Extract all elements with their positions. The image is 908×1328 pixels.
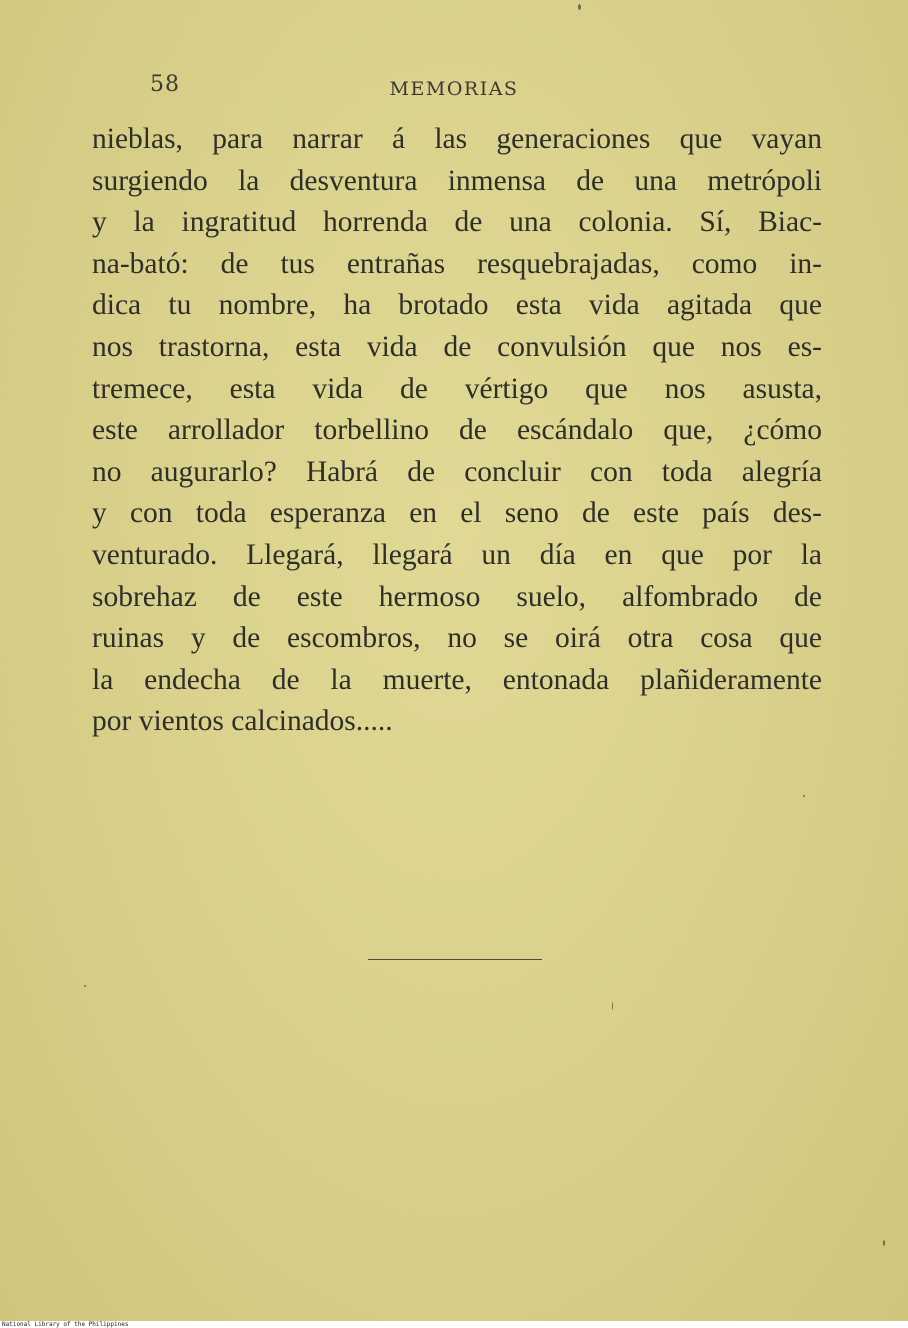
section-end-rule [368,959,542,960]
text-line: y la ingratitud horrenda de una colonia. Sí, Biac- [92,206,822,239]
text-line: este arrollador torbellino de escándalo que, ¿cómo [92,414,822,447]
paper-speck [883,1240,885,1246]
page-number: 58 [150,72,180,97]
text-line: tremece, esta vida de vértigo que nos asusta, [92,372,822,405]
text-line: sobrehaz de este hermoso suelo, alfombrado de [92,580,822,613]
paper-speck [803,795,805,797]
paper-speck [578,4,581,10]
paper-speck [84,985,86,987]
text-line: surgiendo la desventura inmensa de una metrópoli [92,164,822,197]
running-title: MEMORIAS [389,78,519,100]
scan-bottom-strip [0,1321,908,1328]
text-line: por vientos calcinados..... [92,705,393,738]
text-line: nieblas, para narrar á las generaciones que vayan [92,123,822,155]
text-line: venturado. Llegará, llegará un día en que por la [92,538,822,571]
text-line: nos trastorna, esta vida de convulsión que nos es- [92,330,822,363]
paper-speck [612,1002,613,1010]
text-line: na-bató: de tus entrañas resquebrajadas, como in- [92,247,822,280]
text-line: ruinas y de escombros, no se oirá otra cosa que [92,622,822,655]
body-text [92,119,822,743]
text-line: no augurarlo? Habrá de concluir con toda alegría [92,455,822,488]
library-credit: National Library of the Philippines [2,1321,129,1328]
text-line: dica tu nombre, ha brotado esta vida agitada que [92,289,822,322]
text-line: la endecha de la muerte, entonada plañideramente [92,663,822,696]
text-line: y con toda esperanza en el seno de este país des- [92,497,822,530]
